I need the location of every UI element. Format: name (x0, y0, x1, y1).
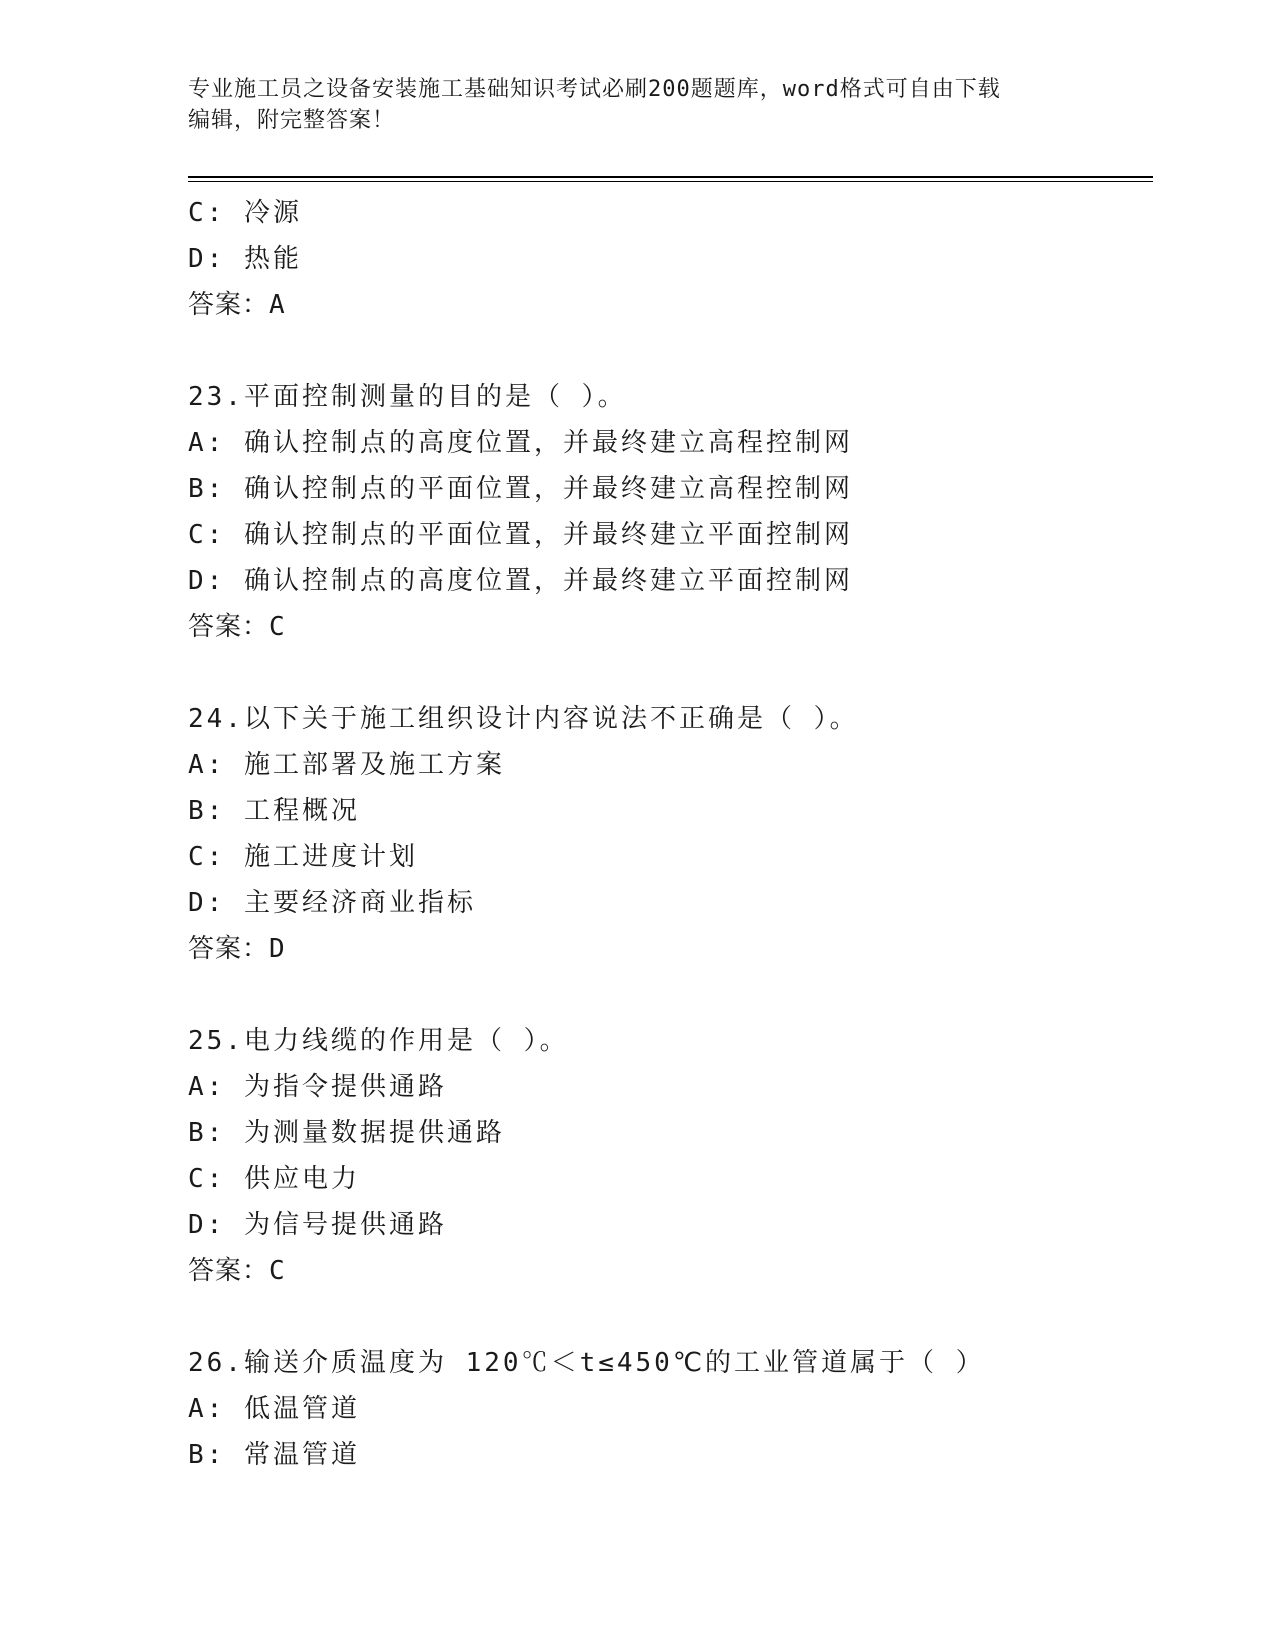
option-a: A: 施工部署及施工方案 (188, 750, 505, 780)
question-block-24 (188, 696, 1153, 972)
option-d: D: 为信号提供通路 (188, 1210, 447, 1240)
spacer (188, 972, 1153, 1018)
option-c: C: 供应电力 (188, 1164, 360, 1194)
answer-line: 答案：A (188, 290, 286, 320)
option-a: A: 低温管道 (188, 1394, 360, 1424)
answer-line: 答案：D (188, 934, 286, 964)
question-block-26 (188, 1340, 1153, 1478)
question-stem: 23.平面控制测量的目的是（ ）。 (188, 382, 627, 412)
option-b: B: 确认控制点的平面位置，并最终建立高程控制网 (188, 474, 853, 504)
question-stem: 24.以下关于施工组织设计内容说法不正确是（ ）。 (188, 704, 859, 734)
question-stem: 25.电力线缆的作用是（ ）。 (188, 1026, 569, 1056)
question-stem: 26.输送介质温度为 120℃＜t≤450℃的工业管道属于（ ） (188, 1348, 985, 1378)
option-a: A: 为指令提供通路 (188, 1072, 447, 1102)
option-c: C: 确认控制点的平面位置，并最终建立平面控制网 (188, 520, 853, 550)
document-header (188, 74, 1088, 136)
question-block-25 (188, 1018, 1153, 1294)
header-divider-thick (188, 176, 1153, 178)
option-d: D: 热能 (188, 244, 302, 274)
header-line-2: 编辑，附完整答案！ (188, 108, 396, 133)
option-b: B: 工程概况 (188, 796, 360, 826)
answer-line: 答案：C (188, 612, 286, 642)
option-b: B: 为测量数据提供通路 (188, 1118, 505, 1148)
answer-line: 答案：C (188, 1256, 286, 1286)
question-list (188, 190, 1153, 1478)
question-block-partial (188, 190, 1153, 328)
option-d: D: 主要经济商业指标 (188, 888, 476, 918)
spacer (188, 1294, 1153, 1340)
spacer (188, 650, 1153, 696)
header-line-1: 专业施工员之设备安装施工基础知识考试必刷200题题库，word格式可自由下载 (188, 77, 1001, 102)
option-c: C: 施工进度计划 (188, 842, 418, 872)
option-c: C: 冷源 (188, 198, 302, 228)
question-block-23 (188, 374, 1153, 650)
option-d: D: 确认控制点的高度位置，并最终建立平面控制网 (188, 566, 853, 596)
option-b: B: 常温管道 (188, 1440, 360, 1470)
header-divider-thin (188, 181, 1153, 182)
option-a: A: 确认控制点的高度位置，并最终建立高程控制网 (188, 428, 853, 458)
spacer (188, 328, 1153, 374)
